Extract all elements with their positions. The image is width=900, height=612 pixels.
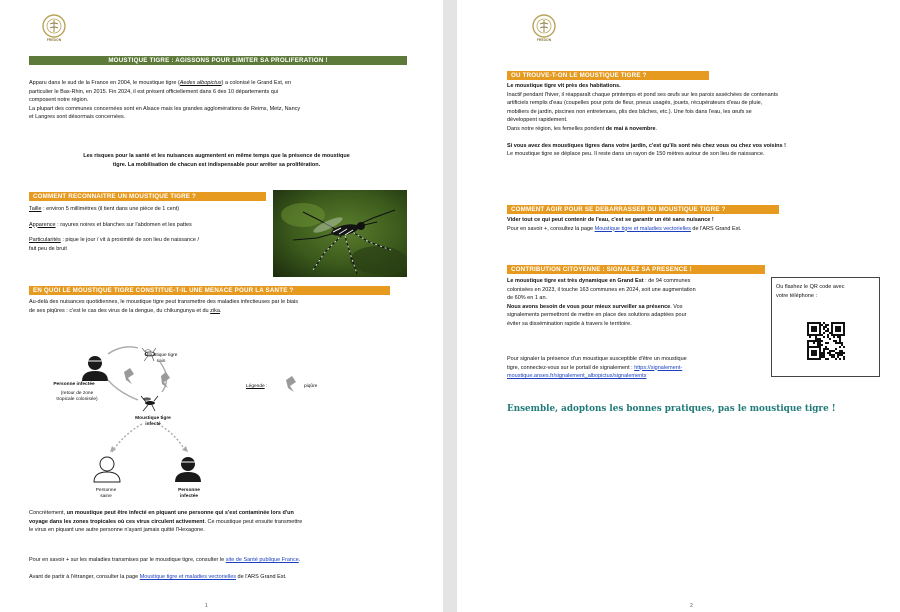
sante-publique-link[interactable]: site de Santé publique France xyxy=(225,557,299,563)
label-line: Personne xyxy=(178,488,200,493)
fredon-logo-icon xyxy=(531,13,557,39)
risk-statement xyxy=(29,152,404,169)
page-number-2: 2 xyxy=(690,603,693,609)
where-line: Dans notre région, les femelles pondent de mai à novembre. xyxy=(507,125,658,132)
citizen-line: Le moustique tigre est très dynamique en Grand Est : de 94 communes xyxy=(507,278,691,284)
where-line: Le moustique tigre vit près des habitations. xyxy=(507,83,621,89)
page-title: MOUSTIQUE TIGRE : AGISSONS POUR LIMITER SA PROLIFERATION ! xyxy=(29,56,407,65)
section-header-where: OU TROUVE-T-ON LE MOUSTIQUE TIGRE ? xyxy=(507,71,709,80)
bite-icons xyxy=(124,368,170,388)
particularites-item: Particularités : pique le jour / vit à proximité de son lieu de naissance / xyxy=(29,237,199,244)
menace-line: de ses piqûres : c'est le cas des virus de la dengue, du chikungunya et du zika. xyxy=(29,307,222,314)
page-number-1: 1 xyxy=(205,603,208,609)
qr-code-icon[interactable] xyxy=(806,312,846,370)
qr-caption xyxy=(776,283,876,300)
label-infected-mosquito xyxy=(123,416,183,429)
conclusion-line: Concrètement, un moustique peut être infecté en piquant une personne qui s'est contaminée lors d'un xyxy=(29,510,294,516)
arrow-heads xyxy=(110,446,188,452)
conclusion-paragraph xyxy=(29,509,421,535)
qr-code-box xyxy=(771,277,880,377)
where-line: mobiliers de jardin, piscines non entretenues, plis des bâches, etc.). Une fois dans l'eau, les œufs se xyxy=(507,108,752,115)
where-line: artificiels remplis d'eau (coupelles pour pots de fleur, pneus usagés, jouets, récupérateurs d'eau de pluie, xyxy=(507,100,763,107)
signalement-link-cont[interactable]: moustique.anses.fr/signalement_albopictus/signalements xyxy=(507,373,647,380)
transmission-diagram xyxy=(40,340,370,500)
healthy-person-icon xyxy=(94,457,120,482)
legend-item: piqûre xyxy=(304,384,318,389)
menace-line: Au-delà des nuisances quotidiennes, le moustique tigre peut transmettre des maladies infectieuses par le biais xyxy=(29,299,299,305)
fredon-logo-icon xyxy=(41,13,67,39)
citizen-paragraph xyxy=(507,277,769,329)
citizen-line: signalements permettront de mettre en place des solutions adaptées pour xyxy=(507,312,687,319)
report-paragraph xyxy=(507,355,769,381)
intro-line: composent notre région. xyxy=(29,97,89,104)
ars-link-page2[interactable]: Moustique tigre et maladies vectorielles xyxy=(594,225,691,232)
label-line: infectée xyxy=(179,494,199,500)
label-healthy-person xyxy=(86,488,126,501)
more-info-diseases: Pour en savoir + sur les maladies transmises par le moustique tigre, consulter le site de Santé publique France. xyxy=(29,557,301,563)
qr-caption-line: Ou flashez le QR code avec xyxy=(776,284,845,290)
citizen-line: de 60% en 1 an. xyxy=(507,295,548,302)
intro-line: La plupart des communes concernées sont en Alsace mais les grandes agglomérations de Reims, Metz, Nancy xyxy=(29,105,301,112)
infected-person-2-icon xyxy=(175,457,201,482)
label-infected-person: Personne infectée xyxy=(53,382,95,387)
rid-paragraph xyxy=(507,216,892,233)
signalement-link[interactable]: https://signalement- xyxy=(634,364,683,371)
legend: Légende : xyxy=(246,384,268,389)
page-gutter xyxy=(443,0,457,612)
taille-item: Taille : environ 5 millimètres (il tient dans une pièce de 1 cent) xyxy=(29,206,180,212)
closing-slogan: Ensemble, adoptons les bonnes pratiques, pas le moustique tigre ! xyxy=(507,404,836,414)
label-line: Moustique tigre xyxy=(135,416,171,421)
intro-line: particulier le Bas-Rhin, en 2015. Fin 2024, il est présent officiellement dans 6 des 10 départements qui xyxy=(29,88,279,95)
label-line: Moustique tigre xyxy=(144,353,178,358)
risk-line: Les risques pour la santé et les nuisances augmentent en même temps que la présence de moustique xyxy=(83,153,350,159)
citizen-line: éviter sa dissémination rapide à travers le territoire. xyxy=(507,320,632,327)
label-line: sain xyxy=(156,359,166,365)
logo-label: FREDON xyxy=(46,38,62,42)
label-line: (retour de zone xyxy=(60,391,94,396)
label-infected-person-2 xyxy=(169,488,209,501)
section-header-menace: EN QUOI LE MOUSTIQUE TIGRE CONSTITUE-T-IL UNE MENACE POUR LA SANTE ? xyxy=(29,286,390,295)
ars-link-page1[interactable]: Moustique tigre et maladies vectorielles xyxy=(139,574,237,580)
risk-line: tigre. La mobilisation de chacun est indispensable pour arrêter sa prolifération. xyxy=(112,161,321,168)
apparence-item: Apparence : rayures noires et blanches sur l'abdomen et les pattes xyxy=(29,221,192,228)
intro-line: Apparu dans le sud de la France en 2004, le moustique tigre (Aedes albopictus) a colonisé le Grand Est, en xyxy=(29,80,292,86)
section-header-citizen: CONTRIBUTION CITOYENNE : SIGNALEZ SA PRESENCE ! xyxy=(507,265,765,274)
qr-caption-line: votre téléphone : xyxy=(776,292,817,299)
conclusion-line: le virus en piquant une autre personne n'ayant jamais quitté l'Hexagone. xyxy=(29,527,205,534)
section-header-recognize: COMMENT RECONNAITRE UN MOUSTIQUE TIGRE ? xyxy=(29,192,266,201)
menace-paragraph xyxy=(29,298,419,315)
section-header-rid: COMMENT AGIR POUR SE DEBARRASSER DU MOUSTIQUE TIGRE ? xyxy=(507,205,779,214)
label-infected-person-note xyxy=(49,391,105,404)
report-line: tigre, connectez-vous sur le portail de signalement : https://signalement- xyxy=(507,364,683,371)
garden-line: Le moustique tigre se déplace peu. Il reste dans un rayon de 150 mètres autour de son lieu de naissance. xyxy=(507,151,765,158)
document-page-1 xyxy=(0,0,443,612)
legend-bite-icon xyxy=(286,376,296,392)
infected-person-icon xyxy=(82,356,108,381)
intro-paragraph xyxy=(29,79,414,122)
logo-label: FREDON xyxy=(536,38,552,42)
conclusion-line: voyage dans les zones tropicales où ces virus circulent activement. Ce moustique peut ensuite transmettre xyxy=(29,518,303,525)
mosquito-photo xyxy=(273,190,407,277)
recognize-list xyxy=(29,205,269,253)
label-line: infecté xyxy=(145,422,161,428)
more-info-travel: Avant de partir à l'étranger, consulter la page Moustique tigre et maladies vectorielles de l'ARS Grand Est. xyxy=(29,574,287,580)
where-paragraph xyxy=(507,82,892,159)
citizen-line: colonisées en 2023, il touche 163 communes en 2024, soit une augmentation xyxy=(507,286,696,293)
garden-line: Si vous avez des moustiques tigres dans votre jardin, c'est qu'ils sont nés chez vous ou chez vos voisins ! xyxy=(507,142,786,149)
where-line: développent rapidement. xyxy=(507,117,568,124)
document-page-2 xyxy=(457,0,900,612)
label-line: Personne xyxy=(95,488,117,493)
report-line: Pour signaler la présence d'un moustique susceptible d'être un moustique xyxy=(507,356,687,362)
rid-line: Pour en savoir +, consultez la page Moustique tigre et maladies vectorielles de l'ARS Grand Est. xyxy=(507,225,742,232)
particularites-item-cont: fait peu de bruit xyxy=(29,245,67,252)
citizen-line: Nous avons besoin de vous pour mieux surveiller sa présence. Vos xyxy=(507,303,683,310)
label-healthy-mosquito xyxy=(131,353,191,366)
intro-line: et Langres sont désormais concernées. xyxy=(29,114,126,121)
rid-line: Vider tout ce qui peut contenir de l'eau, c'est se garantir un été sans nuisance ! xyxy=(507,217,714,223)
label-line: tropicale colonisée) xyxy=(56,397,98,403)
where-line: Inactif pendant l'hiver, il réapparaît chaque printemps et pond ses œufs sur les parois asséchées de contenants xyxy=(507,91,779,98)
label-line: saine xyxy=(100,494,112,500)
infected-mosquito-icon xyxy=(141,396,158,411)
